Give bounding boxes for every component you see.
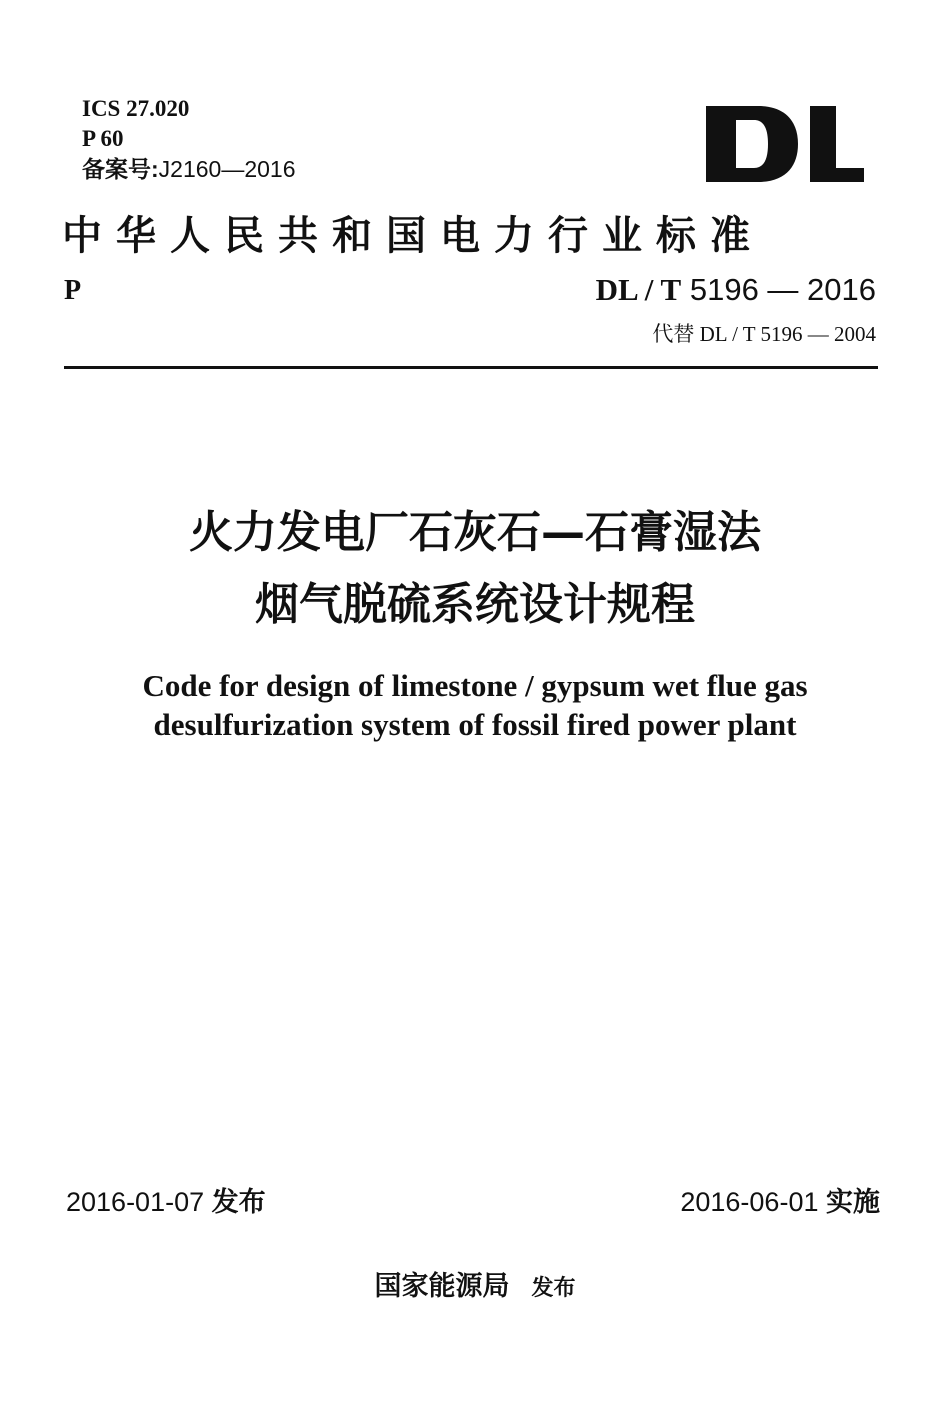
english-title-line-2: desulfurization system of fossil fired power plant [153, 707, 797, 742]
dl-logo-l [810, 106, 864, 182]
implementation-date-value: 2016-06-01 [680, 1187, 819, 1217]
issue-date-label: 发布 [211, 1187, 266, 1218]
cover-metadata [82, 94, 296, 184]
dl-logo [706, 104, 866, 184]
issue-date-value: 2016-01-07 [66, 1187, 205, 1217]
chinese-title-line-2: 烟气脱硫系统设计规程 [255, 579, 695, 630]
publisher [0, 1264, 950, 1303]
registration-value: J2160—2016 [158, 156, 296, 182]
implementation-date-label: 实施 [826, 1187, 880, 1218]
ccs-code: P 60 [82, 126, 124, 151]
chinese-title-line-1: 火力发电厂石灰石—石膏湿法 [189, 507, 761, 558]
publisher-org: 国家能源局 [374, 1271, 510, 1302]
standard-type-title: 中华人民共和国电力行业标准 [62, 212, 764, 259]
implementation-date [680, 1180, 880, 1219]
standard-code-prefix: DL / T [595, 272, 682, 307]
issue-date [66, 1180, 266, 1219]
standard-code [596, 272, 876, 308]
ics-code: ICS 27.020 [82, 96, 190, 121]
header-divider [64, 366, 878, 369]
standard-code-number: 5196 — 2016 [689, 272, 876, 307]
publisher-verb: 发布 [531, 1276, 576, 1301]
replaces-standard: 代替 DL / T 5196 — 2004 [652, 322, 876, 346]
dl-logo-d [706, 106, 798, 182]
registration-label: 备案号: [82, 156, 159, 182]
registration-number [82, 154, 296, 184]
classification-letter: P [64, 275, 82, 306]
english-title-line-1: Code for design of limestone / gypsum wet flue gas [142, 668, 808, 703]
